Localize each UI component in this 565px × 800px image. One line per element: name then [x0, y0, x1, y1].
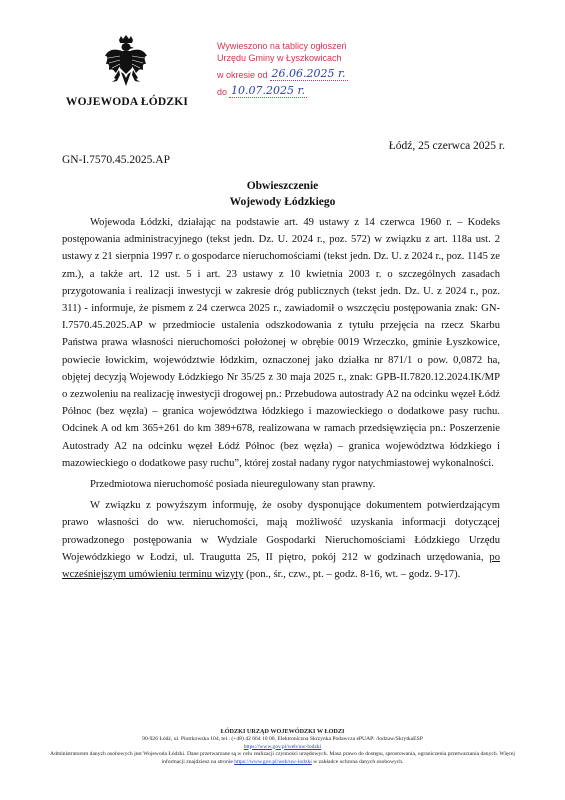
stamp-to-handwritten-date: 10.07.2025 r.: [231, 84, 306, 97]
organization-name: WOJEWODA ŁÓDZKI: [65, 96, 189, 108]
footer: [40, 728, 525, 767]
document-body: [62, 214, 500, 583]
footer-website-link[interactable]: https://www.gov.pl/web/uw-lodzki: [243, 743, 322, 750]
footer-privacy-link[interactable]: https://www.gov.pl/web/uw-lodzki: [234, 759, 312, 766]
posting-stamp: [217, 40, 387, 98]
document-title: Obwieszczenie: [246, 180, 319, 192]
stamp-to-label: do: [217, 87, 228, 97]
place-and-date: Łódź, 25 czerwca 2025 r.: [388, 140, 505, 152]
stamp-to-row: [217, 85, 387, 98]
stamp-line-1: Wywieszono na tablicy ogłoszeń: [217, 41, 347, 51]
footer-privacy-text-b: w zakładce ochrona danych osobowych.: [311, 759, 404, 766]
footer-privacy-note: [40, 751, 525, 767]
document-subtitle: Wojewody Łódzkiego: [229, 196, 336, 208]
stamp-line-2: Urzędu Gminy w Łyszkowicach: [217, 53, 342, 63]
paragraph-3: [62, 497, 500, 583]
stamp-from-label: w okresie od: [217, 70, 268, 80]
reference-number: GN-I.7570.45.2025.AP: [62, 154, 170, 166]
stamp-from-row: [217, 68, 387, 81]
paragraph-1: Wojewoda Łódzki, działając na podstawie art. 49 ustawy z 14 czerwca 1960 r. – Kodeks postępowania administracyjnego (tekst jedn. Dz. U. 2024 r., poz. 572) w związku z art. 118a ust. 2 ustawy z 21 sierpnia 1997 r. o gospodarce nieruchomościami (tekst jedn. Dz. U. z 2024 r., poz. 1145 ze zm.), a także art. 12 ust. 5 i art. 23 ustawy z 10 kwietnia 2003 r. o szczególnych zasadach przygotowania i realizacji inwestycji w zakresie dróg publicznych (tekst jedn. Dz. U. z 2024 r., poz. 311) - informuje, że pismem z 24 czerwca 2025 r., zawiadomił o wszczęciu postępowania znak: GN-I.7570.45.2025.AP w przedmiocie ustalenia odszkodowania z tytułu przejęcia na rzecz Skarbu Państwa prawa własności nieruchomości położonej w obrębie 0019 Wrzeczko, gminie Łyszkowice, powiecie łowickim, województwie łódzkim, oznaczonej jako działka nr 871/1 o pow. 0,0872 ha, objętej decyzją Wojewody Łódzkiego Nr 35/25 z 30 maja 2025 r., znak: GPB-II.7820.12.2024.IK/MP o zezwoleniu na realizację inwestycji drogowej pn.: Przebudowa autostrady A2 na odcinku węzeł Łódź Północ (bez węzła) – granica województwa łódzkiego i mazowieckiego o dodatkowe pasy ruchu. Odcinek A od km 365+261 do km 389+678, realizowana w ramach przedsięwzięcia pn.: Poszerzenie Autostrady A2 na odcinku węzeł Łódź Północ (bez węzła) – granica województwa łódzkiego i mazowieckiego o dodatkowe pasy ruchu”, której został nadany rygor natychmiastowej wykonalności.: [62, 217, 500, 469]
footer-privacy-text-a: Administratorem danych osobowych jest Wojewoda Łódzki. Dane przetwarzane są w celu realizacji czynności urzędowych. Masz prawo do dostępu, sprostowania, ograniczenia przetwarzania danych. Więcej informacji znajdziesz na stronie: [50, 751, 515, 766]
paragraph-3-text-a: W związku z powyższym informuję, że osoby dysponujące dokumentem potwierdzającym prawo własności do ww. nieruchomości, mają możliwość uzyskania informacji dotyczącej prowadzonego postępowania w Wydziale Gospodarki Nieruchomościami Łódzkiego Urzędu Wojewódzkiego w Łodzi, ul. Traugutta 25, II piętro, pokój 212 w godzinach urzędowania,: [62, 500, 500, 563]
stamp-from-handwritten-date: 26.06.2025 r.: [271, 67, 346, 80]
polish-eagle-emblem-icon: [104, 34, 148, 92]
paragraph-2: Przedmiotowa nieruchomość posiada nieuregulowany stan prawny.: [90, 479, 376, 491]
paragraph-3-text-b: (pon., śr., czw., pt. – godz. 8-16, wt. – godz. 9-17).: [243, 569, 461, 581]
paragraph-3-underlined: po wcześniejszym umówieniu terminu wizyty: [62, 551, 500, 581]
footer-office-name: ŁÓDZKI URZĄD WOJEWÓDZKI W ŁODZI: [220, 728, 345, 735]
footer-address: 90-926 Łódź, ul. Piotrkowska 104, tel.: (+48) 42 664 10 00, Elektroniczna Skrzynka Podawcza ePUAP: /lodzuw/SkrytkaESP: [142, 735, 423, 742]
